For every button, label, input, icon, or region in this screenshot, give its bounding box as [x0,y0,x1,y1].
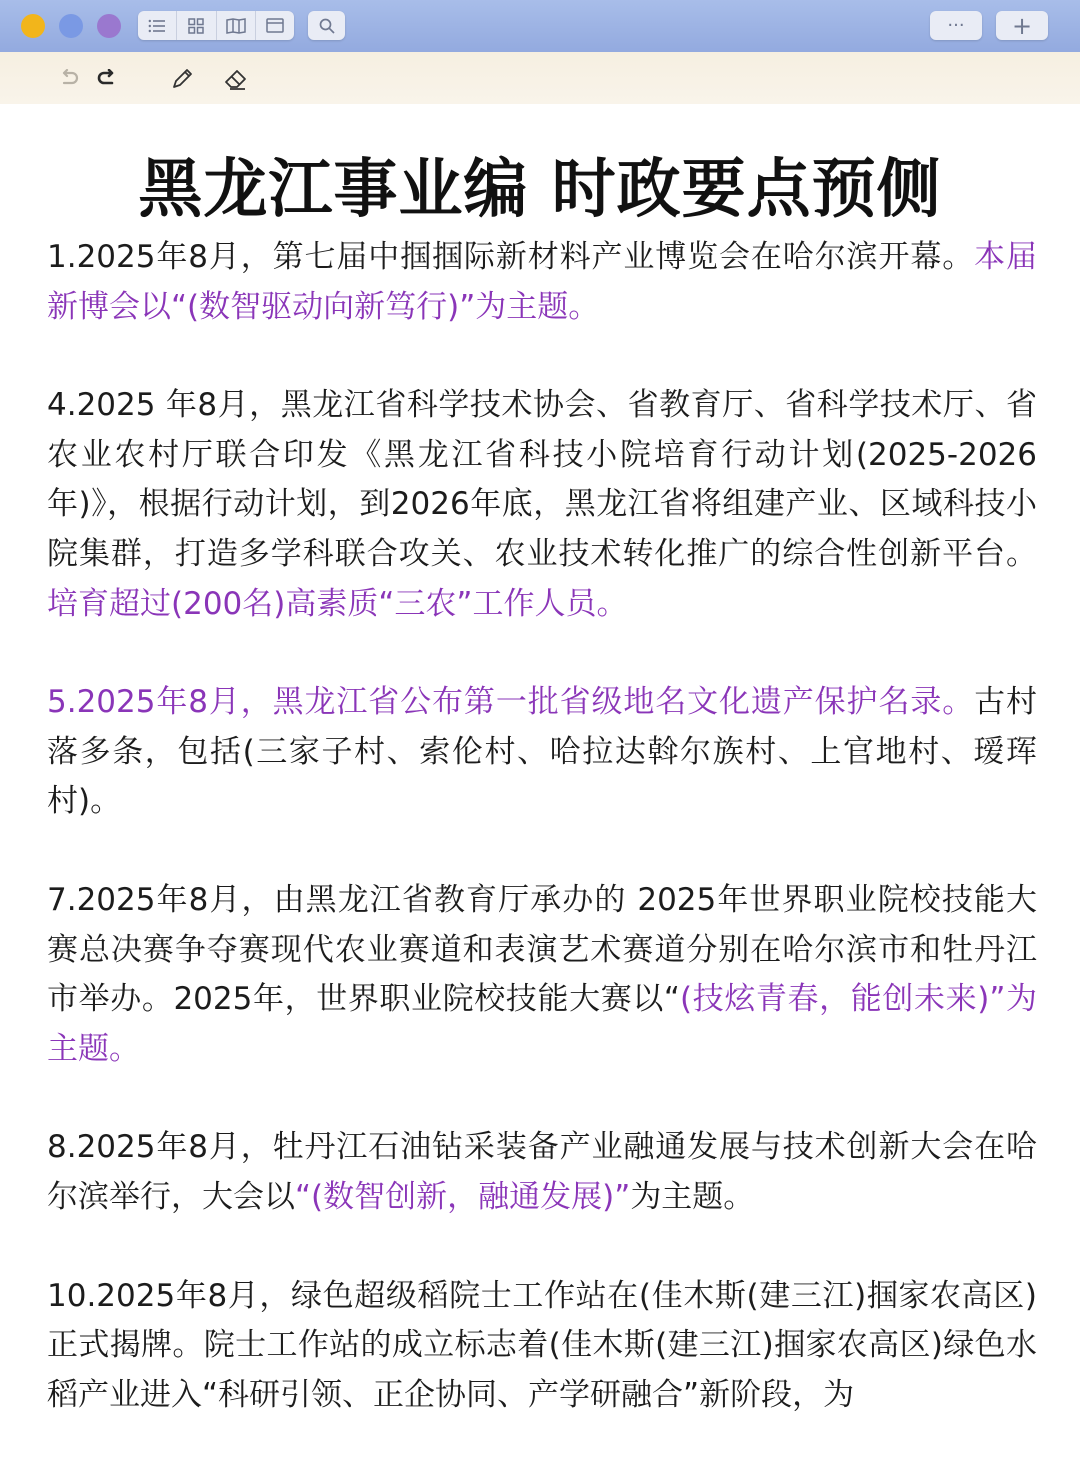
pen-icon [170,67,194,91]
search-icon [319,18,335,34]
news-item-8 [47,1123,1037,1222]
item-text: 1.2025年8月，第七届中掴掴际新材料产业博览会在哈尔滨开幕。 [47,239,975,275]
grid-view-button[interactable] [177,11,216,40]
news-item-5 [47,678,1037,827]
news-item-1 [47,233,1037,332]
item-text: 4.2025 年8月，黑龙江省科学技术协会、省教育厅、省科学技术厅、省农业农村厅联合印发《黑龙江省科技小院培育行动计划(2025-2026年)》，根据行动计划，到2026年底，黑龙江省将组建产业、区域科技小院集群，打造多学科联合攻关、农业技术转化推广的综合性创新平台。 [47,387,1037,572]
item-highlight: “(数智创新，融通发展)” [295,1178,631,1215]
list-view-button[interactable] [138,11,177,40]
news-item-10 [47,1272,1037,1421]
book-view-button[interactable] [217,11,256,40]
grid-view-icon [188,18,204,34]
item-highlight: (技炫青春，能创未来)”为主题。 [47,981,1037,1067]
add-button[interactable] [996,11,1048,40]
item-highlight: 本届新博会以“(数智驱动向新笃行)”为主题。 [47,239,1037,325]
redo-icon [96,69,118,89]
document-body [47,233,1037,1469]
item-text: 7.2025年8月，由黑龙江省教育厅承办的 2025年世界职业院校技能大赛总决赛争夺赛现代农业赛道和表演艺术赛道分别在哈尔滨市和牡丹江市举办。2025年，世界职业院校技能大赛以“ [47,881,1037,1018]
book-icon [226,18,246,34]
item-text: 10.2025年8月，绿色超级稻院士工作站在(佳木斯(建三江)掴家农高区)正式揭牌。院士工作站的成立标志着(佳木斯(建三江)掴家农高区)绿色水稻产业进入“科研引领、正企协同、产学研融合”新阶段，为 [47,1277,1037,1413]
window-zoom-button[interactable] [59,14,83,38]
window-minimize-button[interactable] [21,14,45,38]
window-close-button[interactable] [97,14,121,38]
document-title: 黑龙江事业编 时政要点预侧 [138,153,942,227]
eraser-tool-button[interactable] [222,65,250,93]
item-text-tail: 为主题。 [630,1178,755,1215]
pen-tool-button[interactable] [168,65,196,93]
window-icon [266,18,284,33]
list-view-icon [148,19,166,33]
window-view-button[interactable] [256,11,294,40]
item-highlight: 5.2025年8月，黑龙江省公布第一批省级地名文化遗产保护名录。 [47,684,975,721]
add-label: + [1011,11,1033,40]
more-button[interactable] [930,11,982,40]
search-button[interactable] [308,11,345,40]
more-label: ··· [947,15,965,36]
item-text: 古村落多条，包括(三家子村、索伦村、哈拉达斡尔族村、上官地村、瑷珲村)。 [47,684,1037,820]
undo-button[interactable] [55,65,83,93]
news-item-4 [47,381,1037,629]
item-highlight: 培育超过(200名)高素质“三农”工作人员。 [47,585,628,622]
eraser-icon [223,67,249,91]
item-text: 8.2025年8月，牡丹江石油钻采装备产业融通发展与技术创新大会在哈尔滨举行，大会以 [47,1129,1037,1215]
view-mode-switcher [138,11,294,40]
window-titlebar [0,0,1080,52]
redo-button[interactable] [93,65,121,93]
news-item-7 [47,876,1037,1074]
edit-toolbar [0,52,1080,104]
undo-icon [58,69,80,89]
